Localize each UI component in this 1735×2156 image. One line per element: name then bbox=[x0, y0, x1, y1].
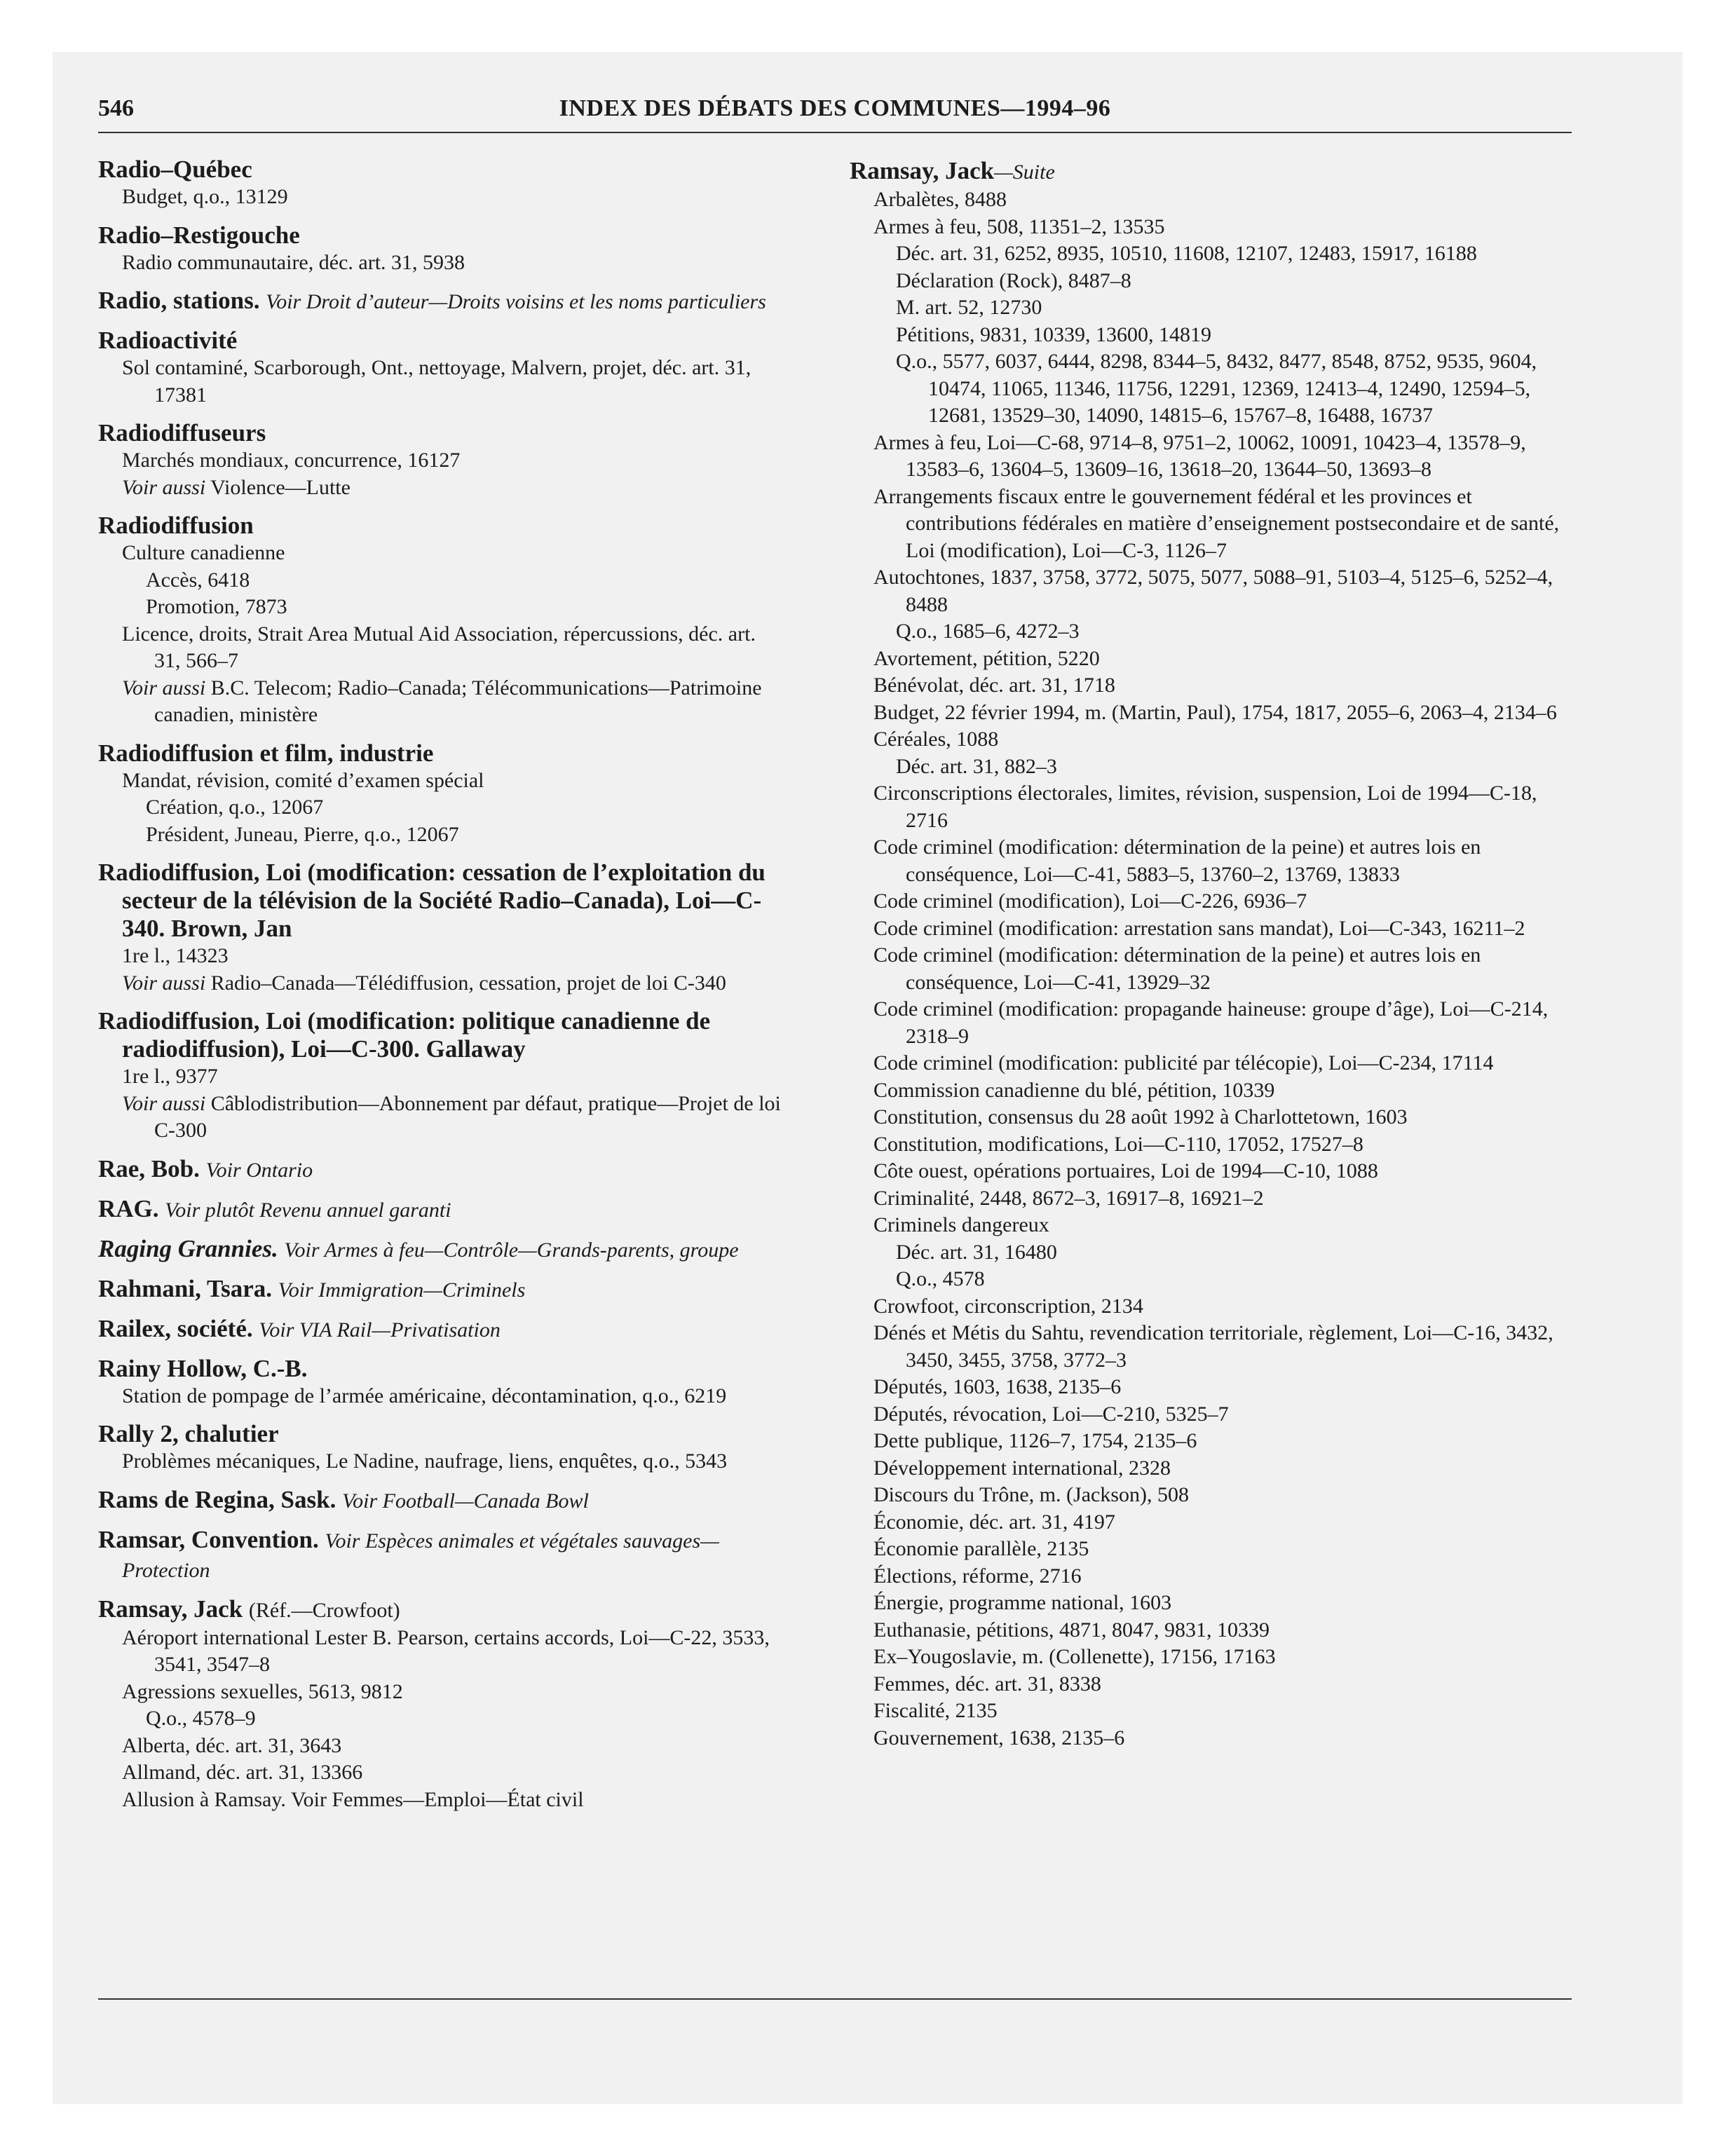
running-title: INDEX DES DÉBATS DES COMMUNES—1994–96 bbox=[559, 95, 1111, 121]
index-entry bbox=[98, 1315, 785, 1344]
subentry bbox=[850, 996, 1575, 1050]
subentry-text: Crowfoot, circonscription, 2134 bbox=[873, 1294, 1143, 1318]
entry-heading bbox=[850, 157, 1575, 186]
subentry bbox=[98, 675, 785, 729]
sub-subentry bbox=[850, 1266, 1575, 1293]
entry-heading bbox=[98, 1420, 785, 1448]
heading-text: Raging Grannies. bbox=[98, 1234, 278, 1262]
index-entry bbox=[98, 327, 785, 409]
entry-heading bbox=[98, 1195, 785, 1224]
subentry-text: Q.o., 5577, 6037, 6444, 8298, 8344–5, 8432, 8477, 8548, 8752, 9535, 9604, 10474, 11065, 11346, 11756, 12291, 12369, 12413–4, 12490, 12594–5, 12681, 13529–30, 14090, 14815–6, 15767–8, 16488, 16737 bbox=[896, 350, 1537, 427]
subentry-text: Armes à feu, Loi—C-68, 9714–8, 9751–2, 10062, 10091, 10423–4, 13578–9, 13583–6, 13604–5, 13609–16, 13618–20, 13644–50, 13693–8 bbox=[873, 430, 1526, 481]
entry-heading bbox=[98, 221, 785, 250]
sub-subentry bbox=[850, 348, 1575, 430]
subentry bbox=[850, 1725, 1575, 1752]
subentry bbox=[98, 1759, 785, 1787]
subentry bbox=[98, 1625, 785, 1679]
subentry bbox=[850, 1320, 1575, 1374]
subentry-text: Q.o., 1685–6, 4272–3 bbox=[896, 620, 1080, 643]
subentry-text: Économie parallèle, 2135 bbox=[873, 1537, 1089, 1560]
subentry bbox=[850, 1455, 1575, 1482]
subentry bbox=[98, 540, 785, 567]
subentry-text: Licence, droits, Strait Area Mutual Aid Association, répercussions, déc. art. 31, 566–7 bbox=[122, 622, 756, 672]
subentry bbox=[850, 1482, 1575, 1509]
sub-subentry bbox=[98, 1705, 785, 1733]
voir-aussi-label: Voir aussi bbox=[122, 971, 206, 995]
subentry-text: Culture canadienne bbox=[122, 541, 285, 564]
subentry-text: Q.o., 4578–9 bbox=[146, 1707, 256, 1730]
subentry bbox=[850, 1644, 1575, 1671]
subentry-text: Circonscriptions électorales, limites, révision, suspension, Loi de 1994—C-18, 2716 bbox=[873, 782, 1537, 832]
subentry-text: Code criminel (modification: publicité par télécopie), Loi—C-234, 17114 bbox=[873, 1051, 1494, 1074]
subentry bbox=[850, 1158, 1575, 1185]
index-entry bbox=[98, 156, 785, 211]
subentry bbox=[850, 1563, 1575, 1590]
heading-text: Rae, Bob. bbox=[98, 1154, 200, 1182]
subentry bbox=[850, 1536, 1575, 1563]
index-entry bbox=[98, 1235, 785, 1264]
heading-text: Radio, stations. bbox=[98, 287, 260, 314]
subentry-text: Code criminel (modification: propagande haineuse: groupe d’âge), Loi—C-214, 2318–9 bbox=[873, 997, 1549, 1048]
voir-aussi-label: Voir aussi bbox=[122, 475, 206, 499]
subentry-text: Députés, 1603, 1638, 2135–6 bbox=[873, 1375, 1122, 1398]
subentry-text: Arbalètes, 8488 bbox=[873, 188, 1007, 211]
subentry-text: Criminalité, 2448, 8672–3, 16917–8, 16921–2 bbox=[873, 1186, 1264, 1210]
heading-text: Radio–Québec bbox=[98, 156, 252, 183]
subentry bbox=[850, 700, 1575, 727]
subentry bbox=[850, 888, 1575, 915]
subentry bbox=[850, 1698, 1575, 1725]
subentry-text: Création, q.o., 12067 bbox=[146, 796, 324, 819]
subentry bbox=[850, 1509, 1575, 1536]
sub-subentry bbox=[850, 322, 1575, 349]
entry-heading bbox=[98, 327, 785, 355]
entry-heading bbox=[98, 739, 785, 767]
subentry-text: Ex–Yougoslavie, m. (Collenette), 17156, 17163 bbox=[873, 1645, 1276, 1668]
subentry-text: Violence—Lutte bbox=[205, 475, 351, 499]
index-entry bbox=[98, 1275, 785, 1304]
entry-heading bbox=[98, 1275, 785, 1304]
subentry-text: Câblodistribution—Abonnement par défaut, pratique—Projet de loi C-300 bbox=[154, 1091, 781, 1142]
subentry-text: Déc. art. 31, 882–3 bbox=[896, 754, 1057, 778]
subentry-text: Radio–Canada—Télédiffusion, cessation, projet de loi C-340 bbox=[205, 971, 726, 995]
subentry-text: Économie, déc. art. 31, 4197 bbox=[873, 1510, 1115, 1534]
subentry-text: Femmes, déc. art. 31, 8338 bbox=[873, 1672, 1101, 1696]
subentry bbox=[98, 1063, 785, 1091]
subentry-text: 1re l., 14323 bbox=[122, 944, 229, 967]
heading-text: RAG. bbox=[98, 1194, 159, 1222]
subentry bbox=[98, 943, 785, 970]
subentry-text: Président, Juneau, Pierre, q.o., 12067 bbox=[146, 822, 459, 846]
voir-aussi-label: Voir aussi bbox=[122, 676, 206, 700]
subentry bbox=[850, 1050, 1575, 1077]
subentry-text: Pétitions, 9831, 10339, 13600, 14819 bbox=[896, 322, 1212, 346]
subentry-text: Code criminel (modification: arrestation sans mandat), Loi—C-343, 16211–2 bbox=[873, 916, 1525, 940]
subentry-text: Criminels dangereux bbox=[873, 1213, 1049, 1236]
subentry bbox=[850, 484, 1575, 565]
subentry bbox=[98, 447, 785, 475]
subentry-text: Q.o., 4578 bbox=[896, 1267, 985, 1290]
entry-heading bbox=[98, 419, 785, 447]
entry-heading bbox=[98, 1155, 785, 1185]
index-entry bbox=[98, 287, 785, 316]
subentry bbox=[850, 1185, 1575, 1213]
subentry-text: Énergie, programme national, 1603 bbox=[873, 1591, 1172, 1614]
subentry bbox=[98, 767, 785, 795]
entry-heading bbox=[98, 1595, 785, 1625]
subentry bbox=[850, 1617, 1575, 1644]
index-entry bbox=[98, 512, 785, 729]
cross-reference: Voir plutôt Revenu annuel garanti bbox=[165, 1198, 451, 1222]
subentry-text: Budget, 22 février 1994, m. (Martin, Paul), 1754, 1817, 2055–6, 2063–4, 2134–6 bbox=[873, 700, 1557, 724]
subentry bbox=[850, 1590, 1575, 1617]
subentry bbox=[850, 646, 1575, 673]
heading-suite: —Suite bbox=[994, 161, 1055, 184]
subentry bbox=[98, 355, 785, 409]
sub-subentry bbox=[850, 268, 1575, 295]
sub-subentry bbox=[850, 294, 1575, 322]
subentry-text: Code criminel (modification: détermination de la peine) et autres lois en conséquence, Loi—C-41, 5883–5, 13760–2, 13769, 13833 bbox=[873, 835, 1481, 886]
subentry-text: Gouvernement, 1638, 2135–6 bbox=[873, 1726, 1125, 1749]
subentry bbox=[98, 970, 785, 997]
cross-reference: Voir Ontario bbox=[205, 1158, 313, 1182]
cross-reference: Voir Football—Canada Bowl bbox=[342, 1489, 589, 1513]
heading-text: Radiodiffusion et film, industrie bbox=[98, 739, 434, 767]
subentry-text: Agressions sexuelles, 5613, 9812 bbox=[122, 1679, 403, 1703]
heading-reference: (Réf.—Crowfoot) bbox=[248, 1598, 400, 1622]
subentry-text: 1re l., 9377 bbox=[122, 1065, 218, 1088]
subentry bbox=[850, 1212, 1575, 1239]
entry-heading bbox=[98, 512, 785, 540]
subentry-text: Déc. art. 31, 16480 bbox=[896, 1240, 1057, 1264]
subentry bbox=[850, 834, 1575, 888]
heading-text: Rally 2, chalutier bbox=[98, 1420, 279, 1447]
subentry-text: Céréales, 1088 bbox=[873, 728, 999, 751]
subentry-text: Dénés et Métis du Sahtu, revendication territoriale, règlement, Loi—C-16, 3432, 3450, 3455, 3758, 3772–3 bbox=[873, 1321, 1553, 1372]
subentry-text: Déc. art. 31, 6252, 8935, 10510, 11608, 12107, 12483, 15917, 16188 bbox=[896, 242, 1477, 265]
subentry-text: Budget, q.o., 13129 bbox=[122, 185, 288, 208]
heading-text: Railex, société. bbox=[98, 1314, 253, 1342]
subentry-text: Accès, 6418 bbox=[146, 568, 250, 592]
subentry bbox=[98, 1383, 785, 1410]
subentry-text: Marchés mondiaux, concurrence, 16127 bbox=[122, 449, 461, 472]
footer-rule bbox=[98, 1998, 1572, 2000]
subentry-text: Allmand, déc. art. 31, 13366 bbox=[122, 1761, 363, 1784]
subentry bbox=[850, 726, 1575, 753]
index-entry bbox=[98, 1155, 785, 1185]
index-entry bbox=[98, 1486, 785, 1515]
subentry-text: B.C. Telecom; Radio–Canada; Télécommunications—Patrimoine canadien, ministère bbox=[154, 676, 762, 726]
subentry-text: Arrangements fiscaux entre le gouvernement fédéral et les provinces et contributions fédérales en matière d’enseignement postsecondaire et de santé, Loi (modification), Loi—C-3, 1126–7 bbox=[873, 484, 1560, 562]
subentry bbox=[850, 1401, 1575, 1428]
subentry bbox=[850, 186, 1575, 214]
heading-text: Ramsay, Jack bbox=[850, 157, 995, 184]
subentry bbox=[850, 1293, 1575, 1321]
index-entry bbox=[98, 1007, 785, 1145]
entry-heading bbox=[98, 1486, 785, 1515]
sub-subentry bbox=[98, 821, 785, 849]
subentry bbox=[850, 214, 1575, 241]
heading-text: Radiodiffusion bbox=[98, 512, 254, 539]
entry-heading bbox=[98, 287, 785, 316]
subentry-text: Sol contaminé, Scarborough, Ont., nettoyage, Malvern, projet, déc. art. 31, 17381 bbox=[122, 356, 751, 407]
subentry bbox=[98, 1091, 785, 1145]
subentry-text: Commission canadienne du blé, pétition, 10339 bbox=[873, 1078, 1275, 1102]
index-column-left bbox=[98, 156, 785, 1824]
heading-text: Rams de Regina, Sask. bbox=[98, 1485, 336, 1513]
subentry-text: Avortement, pétition, 5220 bbox=[873, 646, 1100, 670]
heading-text: Ramsay, Jack bbox=[98, 1595, 243, 1623]
index-entry bbox=[850, 157, 1575, 1752]
page-number: 546 bbox=[98, 95, 134, 121]
subentry bbox=[850, 915, 1575, 943]
heading-text: Ramsar, Convention. bbox=[98, 1525, 319, 1553]
subentry-text: Élections, réforme, 2716 bbox=[873, 1564, 1082, 1588]
index-entry bbox=[98, 739, 785, 849]
sub-subentry bbox=[98, 594, 785, 621]
subentry bbox=[850, 780, 1575, 834]
subentry bbox=[850, 564, 1575, 618]
cross-reference: Voir Droit d’auteur—Droits voisins et les noms particuliers bbox=[266, 290, 766, 313]
subentry bbox=[850, 1671, 1575, 1698]
entry-heading bbox=[98, 1526, 785, 1585]
subentry bbox=[98, 1787, 785, 1814]
subentry bbox=[850, 1077, 1575, 1105]
subentry-text: Radio communautaire, déc. art. 31, 5938 bbox=[122, 250, 465, 274]
subentry bbox=[98, 250, 785, 277]
entry-heading bbox=[98, 1007, 785, 1063]
subentry-text: M. art. 52, 12730 bbox=[896, 296, 1042, 319]
subentry bbox=[98, 1733, 785, 1760]
cross-reference: Voir VIA Rail—Privatisation bbox=[259, 1318, 501, 1342]
sub-subentry bbox=[850, 240, 1575, 268]
entry-heading bbox=[98, 1315, 785, 1344]
index-entry bbox=[98, 1355, 785, 1410]
index-column-right bbox=[850, 157, 1575, 1752]
subentry-text: Allusion à Ramsay. Voir Femmes—Emploi—État civil bbox=[122, 1787, 584, 1811]
subentry-text: Constitution, consensus du 28 août 1992 à Charlottetown, 1603 bbox=[873, 1105, 1408, 1128]
subentry-text: Alberta, déc. art. 31, 3643 bbox=[122, 1733, 342, 1757]
heading-text: Radio–Restigouche bbox=[98, 221, 300, 249]
cross-reference: Voir Immigration—Criminels bbox=[278, 1278, 526, 1302]
subentry-text: Aéroport international Lester B. Pearson, certains accords, Loi—C-22, 3533, 3541, 3547–8 bbox=[122, 1625, 770, 1676]
subentry-text: Promotion, 7873 bbox=[146, 595, 287, 618]
subentry-text: Fiscalité, 2135 bbox=[873, 1699, 998, 1722]
heading-text: Radiodiffuseurs bbox=[98, 419, 266, 446]
index-entry bbox=[98, 419, 785, 501]
subentry-text: Problèmes mécaniques, Le Nadine, naufrage, liens, enquêtes, q.o., 5343 bbox=[122, 1449, 728, 1473]
subentry bbox=[850, 1428, 1575, 1455]
subentry bbox=[98, 184, 785, 211]
index-entry bbox=[98, 1526, 785, 1585]
sub-subentry bbox=[850, 753, 1575, 781]
subentry bbox=[98, 1679, 785, 1706]
cross-reference: Voir Espèces animales et végétales sauvages—Protection bbox=[122, 1529, 719, 1582]
heading-text: Rainy Hollow, C.-B. bbox=[98, 1354, 308, 1382]
subentry bbox=[98, 475, 785, 502]
subentry bbox=[850, 430, 1575, 484]
heading-text: Radioactivité bbox=[98, 327, 238, 354]
index-entry bbox=[98, 1595, 785, 1814]
entry-heading bbox=[98, 156, 785, 184]
sub-subentry bbox=[98, 794, 785, 821]
subentry-text: Dette publique, 1126–7, 1754, 2135–6 bbox=[873, 1429, 1197, 1452]
entry-heading bbox=[98, 1235, 785, 1264]
cross-reference: Voir Armes à feu—Contrôle—Grands-parents, groupe bbox=[284, 1238, 739, 1262]
subentry-text: Développement international, 2328 bbox=[873, 1456, 1171, 1480]
sub-subentry bbox=[850, 1239, 1575, 1267]
subentry-text: Constitution, modifications, Loi—C-110, 17052, 17527–8 bbox=[873, 1132, 1363, 1156]
subentry-text: Euthanasie, pétitions, 4871, 8047, 9831, 10339 bbox=[873, 1618, 1270, 1642]
voir-aussi-label: Voir aussi bbox=[122, 1091, 206, 1115]
subentry-text: Code criminel (modification: détermination de la peine) et autres lois en conséquence, Loi—C-41, 13929–32 bbox=[873, 943, 1481, 994]
subentry bbox=[850, 672, 1575, 700]
entry-heading bbox=[98, 1355, 785, 1383]
subentry-text: Bénévolat, déc. art. 31, 1718 bbox=[873, 674, 1115, 697]
subentry-text: Station de pompage de l’armée américaine, décontamination, q.o., 6219 bbox=[122, 1384, 727, 1407]
heading-text: Radiodiffusion, Loi (modification: politique canadienne de radiodiffusion), Loi—C-300. Gallaway bbox=[98, 1007, 711, 1063]
subentry-text: Mandat, révision, comité d’examen spécial bbox=[122, 768, 484, 792]
subentry-text: Côte ouest, opérations portuaires, Loi de 1994—C-10, 1088 bbox=[873, 1159, 1378, 1182]
subentry-text: Députés, révocation, Loi—C-210, 5325–7 bbox=[873, 1402, 1229, 1426]
subentry-text: Déclaration (Rock), 8487–8 bbox=[896, 268, 1131, 292]
page-header bbox=[98, 90, 1572, 133]
index-entry bbox=[98, 1420, 785, 1475]
index-entry bbox=[98, 221, 785, 277]
subentry-text: Armes à feu, 508, 11351–2, 13535 bbox=[873, 214, 1165, 238]
subentry bbox=[98, 1448, 785, 1475]
heading-text: Rahmani, Tsara. bbox=[98, 1274, 272, 1302]
subentry bbox=[850, 942, 1575, 996]
heading-text: Radiodiffusion, Loi (modification: cessation de l’exploitation du secteur de la télévision de la Société Radio–Canada), Loi—C-340. Brown, Jan bbox=[98, 859, 766, 942]
sub-subentry bbox=[98, 567, 785, 594]
sub-subentry bbox=[850, 618, 1575, 646]
subentry-text: Autochtones, 1837, 3758, 3772, 5075, 5077, 5088–91, 5103–4, 5125–6, 5252–4, 8488 bbox=[873, 566, 1553, 616]
subentry bbox=[850, 1374, 1575, 1401]
subentry-text: Code criminel (modification), Loi—C-226, 6936–7 bbox=[873, 889, 1307, 913]
subentry bbox=[850, 1104, 1575, 1131]
subentry-text: Discours du Trône, m. (Jackson), 508 bbox=[873, 1483, 1189, 1506]
index-entry bbox=[98, 859, 785, 997]
entry-heading bbox=[98, 859, 785, 943]
subentry bbox=[98, 621, 785, 675]
index-entry bbox=[98, 1195, 785, 1224]
subentry bbox=[850, 1131, 1575, 1159]
